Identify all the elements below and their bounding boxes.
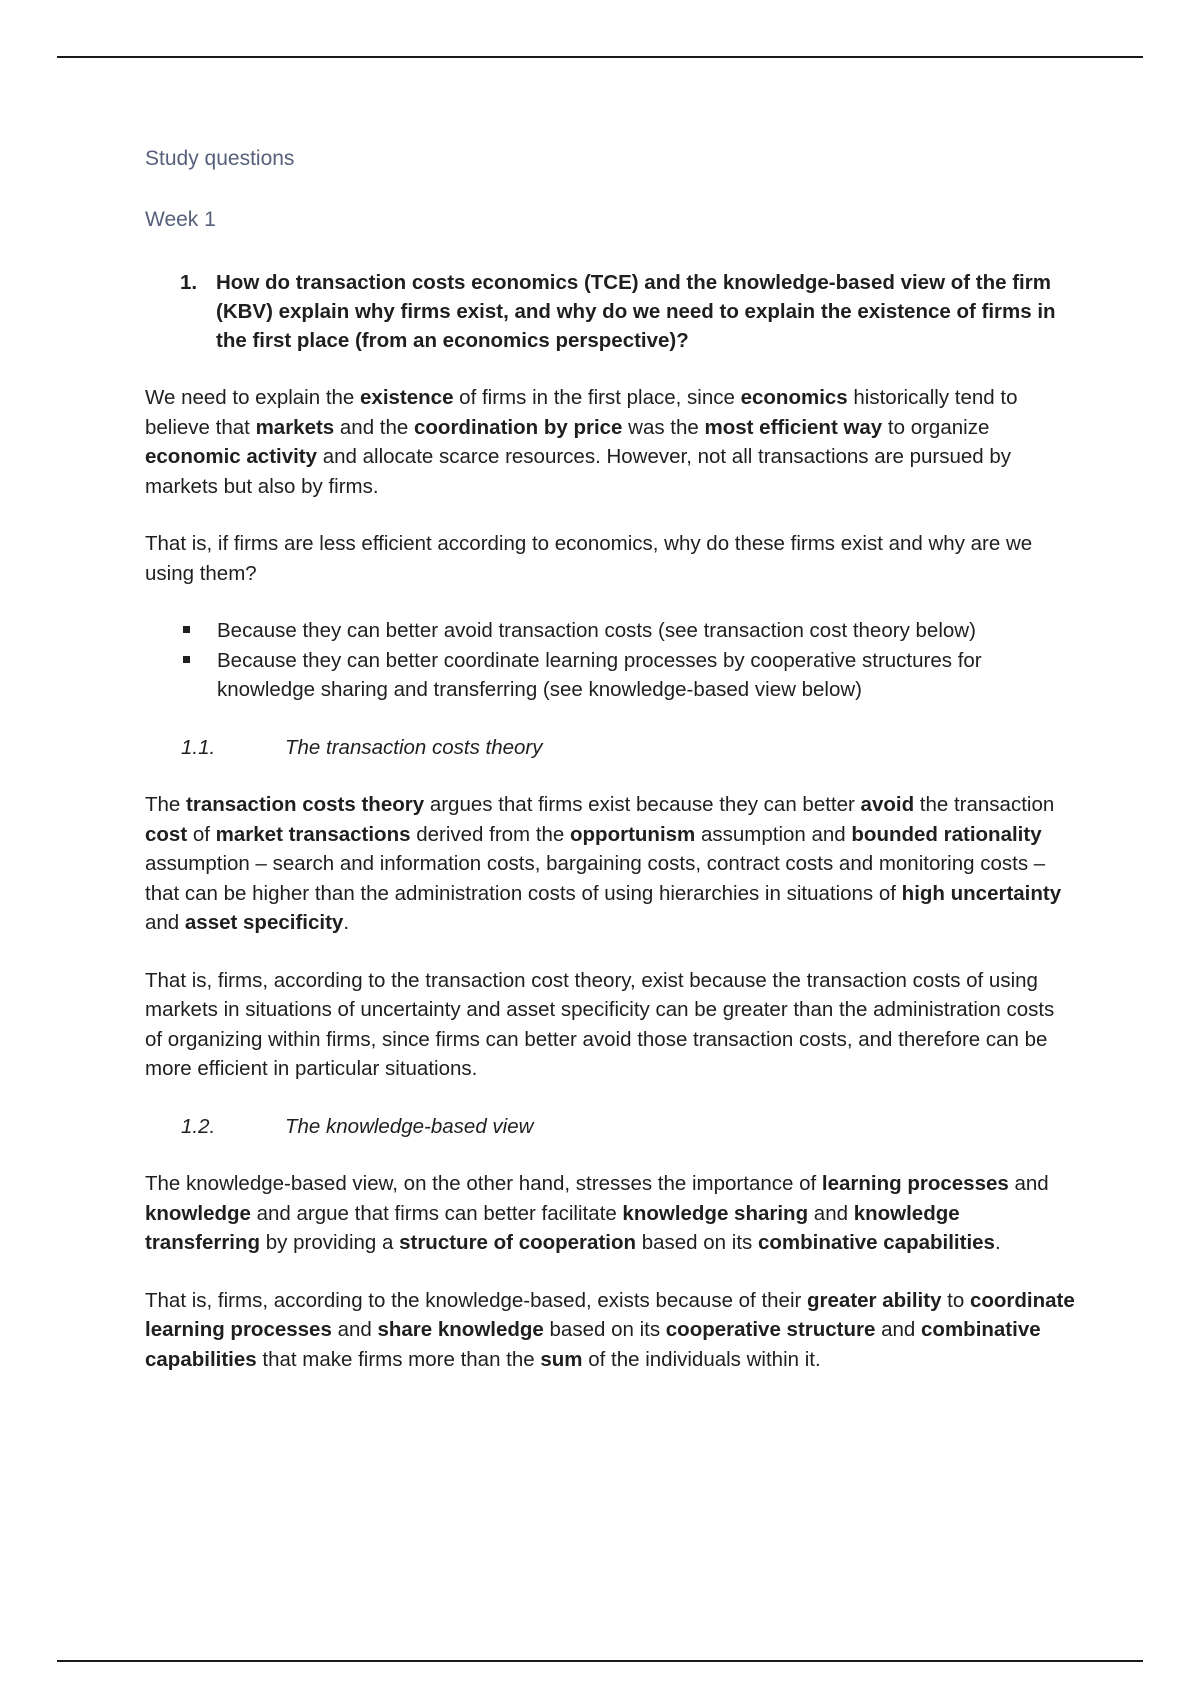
emphasis-text: opportunism	[570, 822, 696, 846]
emphasis-text: knowledge transferring	[145, 1201, 960, 1254]
emphasis-text: greater ability	[807, 1288, 942, 1312]
question-number: 1.	[180, 271, 198, 294]
emphasis-text: existence	[360, 386, 454, 409]
emphasis-text: structure of cooperation	[399, 1231, 637, 1254]
list-item	[145, 616, 1075, 646]
subsection-title: The knowledge-based view	[285, 1114, 534, 1138]
footer-rule	[57, 1660, 1143, 1662]
that-is-paragraph: That is, if firms are less efficient according to economics, why do these firms exist and why are we using them?	[145, 532, 1033, 585]
subsection-heading-tct	[145, 733, 1075, 763]
emphasis-text: cost	[145, 822, 188, 846]
emphasis-text: combinative capabilities	[757, 1231, 995, 1254]
emphasis-text: sum	[540, 1347, 583, 1371]
emphasis-text: learning processes	[821, 1172, 1009, 1195]
list-item	[145, 646, 1075, 705]
emphasis-text: share knowledge	[377, 1318, 544, 1341]
subsection-heading-kbv	[145, 1112, 1075, 1142]
emphasis-text: markets	[255, 415, 335, 439]
kbv-paragraph: The knowledge-based view, on the other hand, stresses the importance of learning processes and knowledge and argue that firms can better facilitate knowledge sharing and knowledge transferring by providing a structure of cooperation based on its combinative capabilities.	[145, 1172, 1049, 1254]
intro-paragraph: We need to explain the existence of firms in the first place, since economics historically tend to believe that markets and the coordination by price was the most efficient way to organize economic activity and allocate scarce resources. However, not all transactions are pursued by markets but also by firms.	[145, 386, 1018, 498]
emphasis-text: coordinate learning processes	[145, 1288, 1075, 1341]
question-text: How do transaction costs economics (TCE) and the knowledge-based view of the firm (KBV) explain why firms exist, and why do we need to explain the existence of firms in the first place (from an economics perspective)?	[216, 271, 1056, 352]
emphasis-text: most efficient way	[704, 415, 883, 439]
section-title: Study questions	[145, 147, 295, 170]
week-label: Week 1	[145, 208, 216, 231]
bullet-icon	[145, 646, 217, 705]
document-body	[145, 146, 1075, 1402]
emphasis-text: knowledge	[145, 1201, 251, 1225]
bullet-icon	[145, 616, 217, 646]
emphasis-text: knowledge sharing	[622, 1201, 809, 1225]
study-question	[145, 268, 1075, 355]
kbv-summary-paragraph: That is, firms, according to the knowledge-based, exists because of their greater ability to coordinate learning processes and share knowledge based on its cooperative structure and combinative capabilities that make firms more than the sum of the individuals within it.	[145, 1288, 1075, 1371]
emphasis-text: combinative capabilities	[145, 1318, 1041, 1371]
emphasis-text: high uncertainty	[901, 881, 1062, 905]
reasons-list	[145, 616, 1075, 705]
list-item-text: Because they can better avoid transaction costs (see transaction cost theory below)	[217, 619, 976, 642]
subsection-number: 1.2.	[181, 1114, 216, 1138]
emphasis-text: market transactions	[215, 822, 411, 846]
emphasis-text: avoid	[860, 793, 915, 816]
header-rule	[57, 56, 1143, 58]
subsection-number: 1.1.	[181, 735, 216, 759]
tct-paragraph: The transaction costs theory argues that firms exist because they can better avoid the transaction cost of market transactions derived from the opportunism assumption and bounded rationality assumption – search and information costs, bargaining costs, contract costs and monitoring costs – that can be higher than the administration costs of using hierarchies in situations of high uncertainty and asset specificity.	[145, 793, 1062, 934]
subsection-title: The transaction costs theory	[285, 735, 543, 759]
emphasis-text: economics	[740, 386, 848, 409]
emphasis-text: transaction costs theory	[186, 793, 425, 816]
emphasis-text: coordination by price	[414, 415, 623, 439]
emphasis-text: economic activity	[145, 445, 318, 468]
list-item-text: Because they can better coordinate learning processes by cooperative structures for knowledge sharing and transferring (see knowledge-based view below)	[217, 648, 982, 701]
emphasis-text: asset specificity	[184, 911, 344, 934]
emphasis-text: bounded rationality	[851, 822, 1042, 846]
tct-summary-paragraph: That is, firms, according to the transaction cost theory, exist because the transaction costs of using markets in situations of uncertainty and asset specificity can be greater than the administration costs of organizing within firms, since firms can better avoid those transaction costs, and therefore can be more efficient in particular situations.	[145, 968, 1055, 1080]
emphasis-text: cooperative structure	[665, 1318, 876, 1341]
